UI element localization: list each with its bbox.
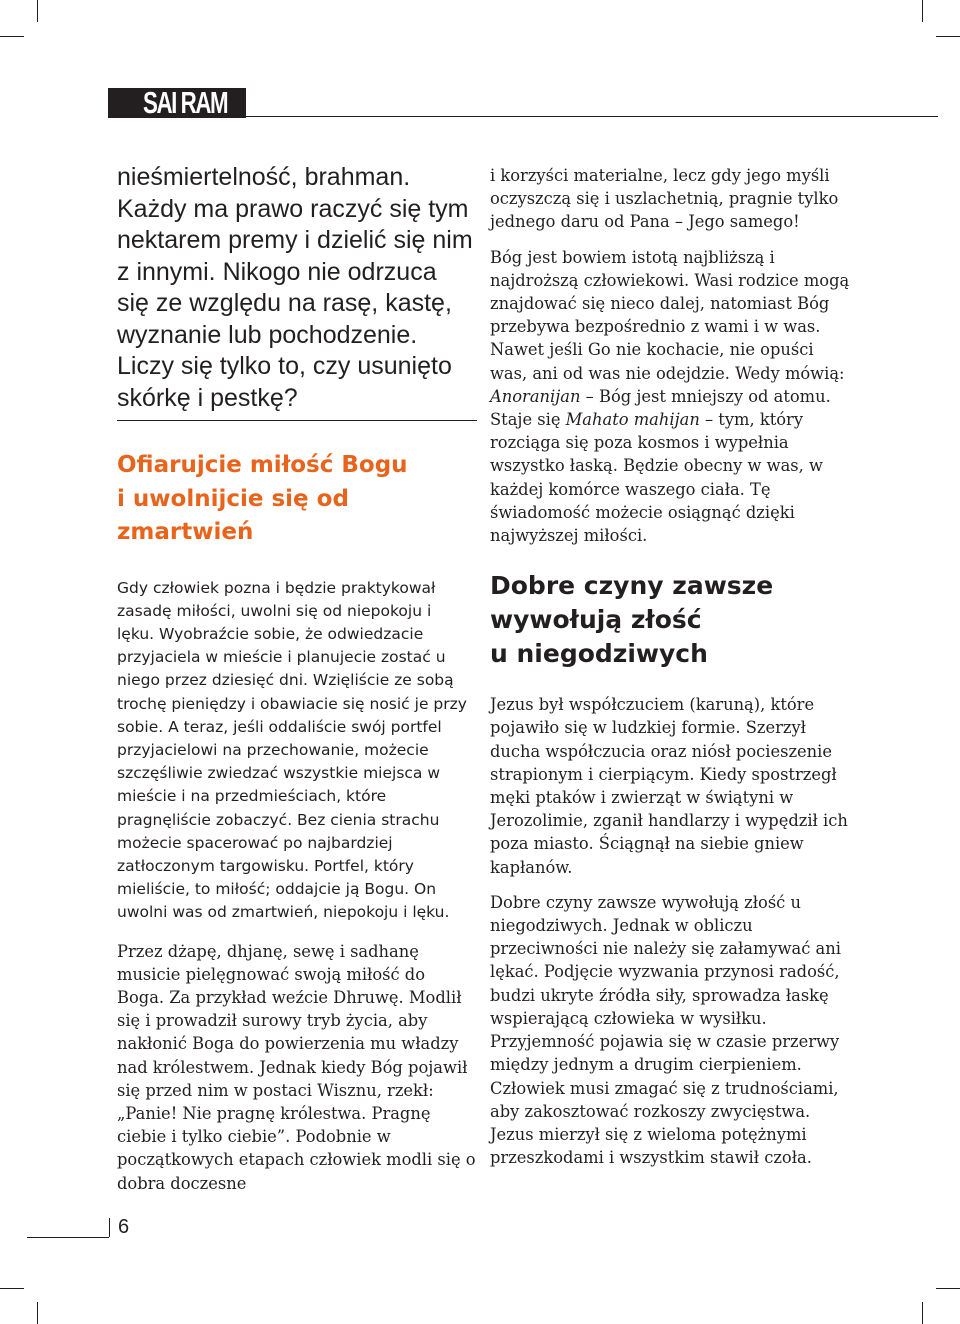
right-column — [490, 164, 850, 1169]
body-paragraph: i korzyści materialne, lecz gdy jego myśli oczyszczą się i uszlachetnią, pragnie tylko jednego daru od Pana – Jego samego! — [490, 166, 839, 232]
header-block — [108, 85, 246, 120]
heading-line: u niegodziwych — [490, 639, 708, 669]
pull-quote — [117, 162, 477, 414]
heading-line: Ofiarujcie miłość Bogu — [117, 452, 408, 478]
body-paragraph: Przez dżapę, dhjanę, sewę i sadhanę musicie pielęgnować swoją miłość do Boga. Za przykład weźcie Dhruwę. Modlił się i prowadził surowy tryb życia, aby nakłonić Boga do powierzenia mu władzy nad królestwem. Jednak kiedy Bóg pojawił się przed nim w postaci Wisznu, rzekł: „Panie! Nie pragnę królestwa. Pragnę ciebie i tylko ciebie”. Podobnie w początkowych etapach człowiek modli się o dobra doczesne — [117, 941, 476, 1193]
quote-line: skórkę i pestkę? — [117, 383, 298, 412]
body-paragraph: Jezus był współczuciem (karuną), które pojawiło się w ludzkiej formie. Szerzył ducha współczucia oraz niósł pocieszenie strapionym i cierpiącym. Kiedy spostrzegł męki ptaków i zwierząt w świątyni w Jerozolimie, zganił handlarzy i wypędził ich poza miasto. Ściągnął na siebie gniew kapłanów. — [490, 695, 848, 877]
crop-mark — [37, 0, 38, 22]
footer-rule — [27, 1237, 109, 1238]
left-column — [117, 162, 477, 1195]
text-run: – Bóg jest mniejszy od atomu. Staje się — [490, 386, 831, 430]
body-paragraph — [490, 246, 850, 548]
lead-text: Gdy człowiek pozna i będzie praktykował zasadę miłości, uwolni się od niepokoju i lęku. Wyobraźcie sobie, że odwiedzacie przyjaciela w mieście i planujecie zostać u niego przez dziesięć dni. Wzięliście ze sobą trochę pieniędzy i obawiacie się nosić je przy sobie. A teraz, jeśli oddaliście swój portfel przyjacielowi na przechowanie, możecie szczęśliwie zwiedzać wszystkie miejsca w mieście i na przedmieściach, które pragnęliście zobaczyć. Bez cienia strachu możecie spacerować po najbardziej zatłoczonym targowisku. Portfel, który mieliście, to miłość; oddajcie ją Bogu. On uwolni was od zmartwień, niepokoju i lęku. — [117, 578, 467, 922]
crop-mark — [0, 1288, 24, 1289]
section-heading — [490, 569, 850, 671]
italic-term: Anoranijan — [490, 386, 581, 406]
crop-mark — [0, 36, 24, 37]
heading-line: wywołują złość — [490, 605, 702, 635]
heading-line: zmartwień — [117, 519, 254, 545]
header-rule — [246, 116, 938, 117]
running-header — [108, 85, 938, 120]
crop-mark — [922, 0, 923, 22]
heading-line: Dobre czyny zawsze — [490, 571, 774, 601]
crop-mark — [936, 1288, 960, 1289]
heading-line: i uwolnijcie się od — [117, 485, 349, 512]
body-paragraph: Dobre czyny zawsze wywołują złość u niegodziwych. Jednak w obliczu przeciwności nie należy się załamywać ani lękać. Podjęcie wyzwania przynosi radość, budzi ukryte źródła siły, sprowadza łaskę wspierającą człowieka w wysiłku. Przyjemność pojawia się w czasie przerwy między jednym a drugim cierpieniem. Człowiek musi zmagać się z trudnościami, aby zakosztować rozkoszy zwycięstwa. Jezus mierzył się z wieloma potężnymi przeszkodami i wszystkim stawił czoła. — [490, 892, 841, 1168]
header-title: SAI RAM — [143, 85, 228, 120]
crop-mark — [922, 1302, 923, 1324]
crop-mark — [936, 36, 960, 37]
footer-divider — [109, 1218, 110, 1237]
quote-line: nektarem premy i dzielić się nim — [117, 226, 473, 254]
quote-rule — [117, 420, 477, 421]
quote-line: Każdy ma prawo raczyć się tym — [117, 194, 469, 223]
lead-paragraph — [117, 577, 473, 925]
quote-line: się ze względu na rasę, kastę, — [117, 289, 452, 317]
quote-line: z innymi. Nikogo nie odrzuca — [117, 257, 437, 286]
page-number: 6 — [118, 1216, 130, 1238]
text-run: Bóg jest bowiem istotą najbliższą i najdroższą człowiekowi. Wasi rodzice mogą znajdować się nieco dalej, natomiast Bóg przebywa bezpośrednio z wami i w was. Nawet jeśli Go nie kochacie, nie opuści was, ani od was nie odejdzie. Wedy mówią: — [490, 247, 850, 383]
crop-mark — [37, 1302, 38, 1324]
quote-line: nieśmiertelność, brahman. — [117, 163, 411, 191]
quote-line: wyznanie lub pochodzenie. — [117, 320, 418, 349]
text-run: – tym, który rozciąga się poza kosmos i wypełnia wszystko łaską. Będzie obecny w was, w każdej komórce waszego ciała. Tę świadomość możecie osiągnąć dzięki najwyższej miłości. — [490, 410, 823, 546]
quote-line: Liczy się tylko to, czy usunięto — [117, 352, 452, 380]
section-heading — [117, 449, 477, 550]
italic-term: Mahato mahijan — [565, 410, 700, 430]
